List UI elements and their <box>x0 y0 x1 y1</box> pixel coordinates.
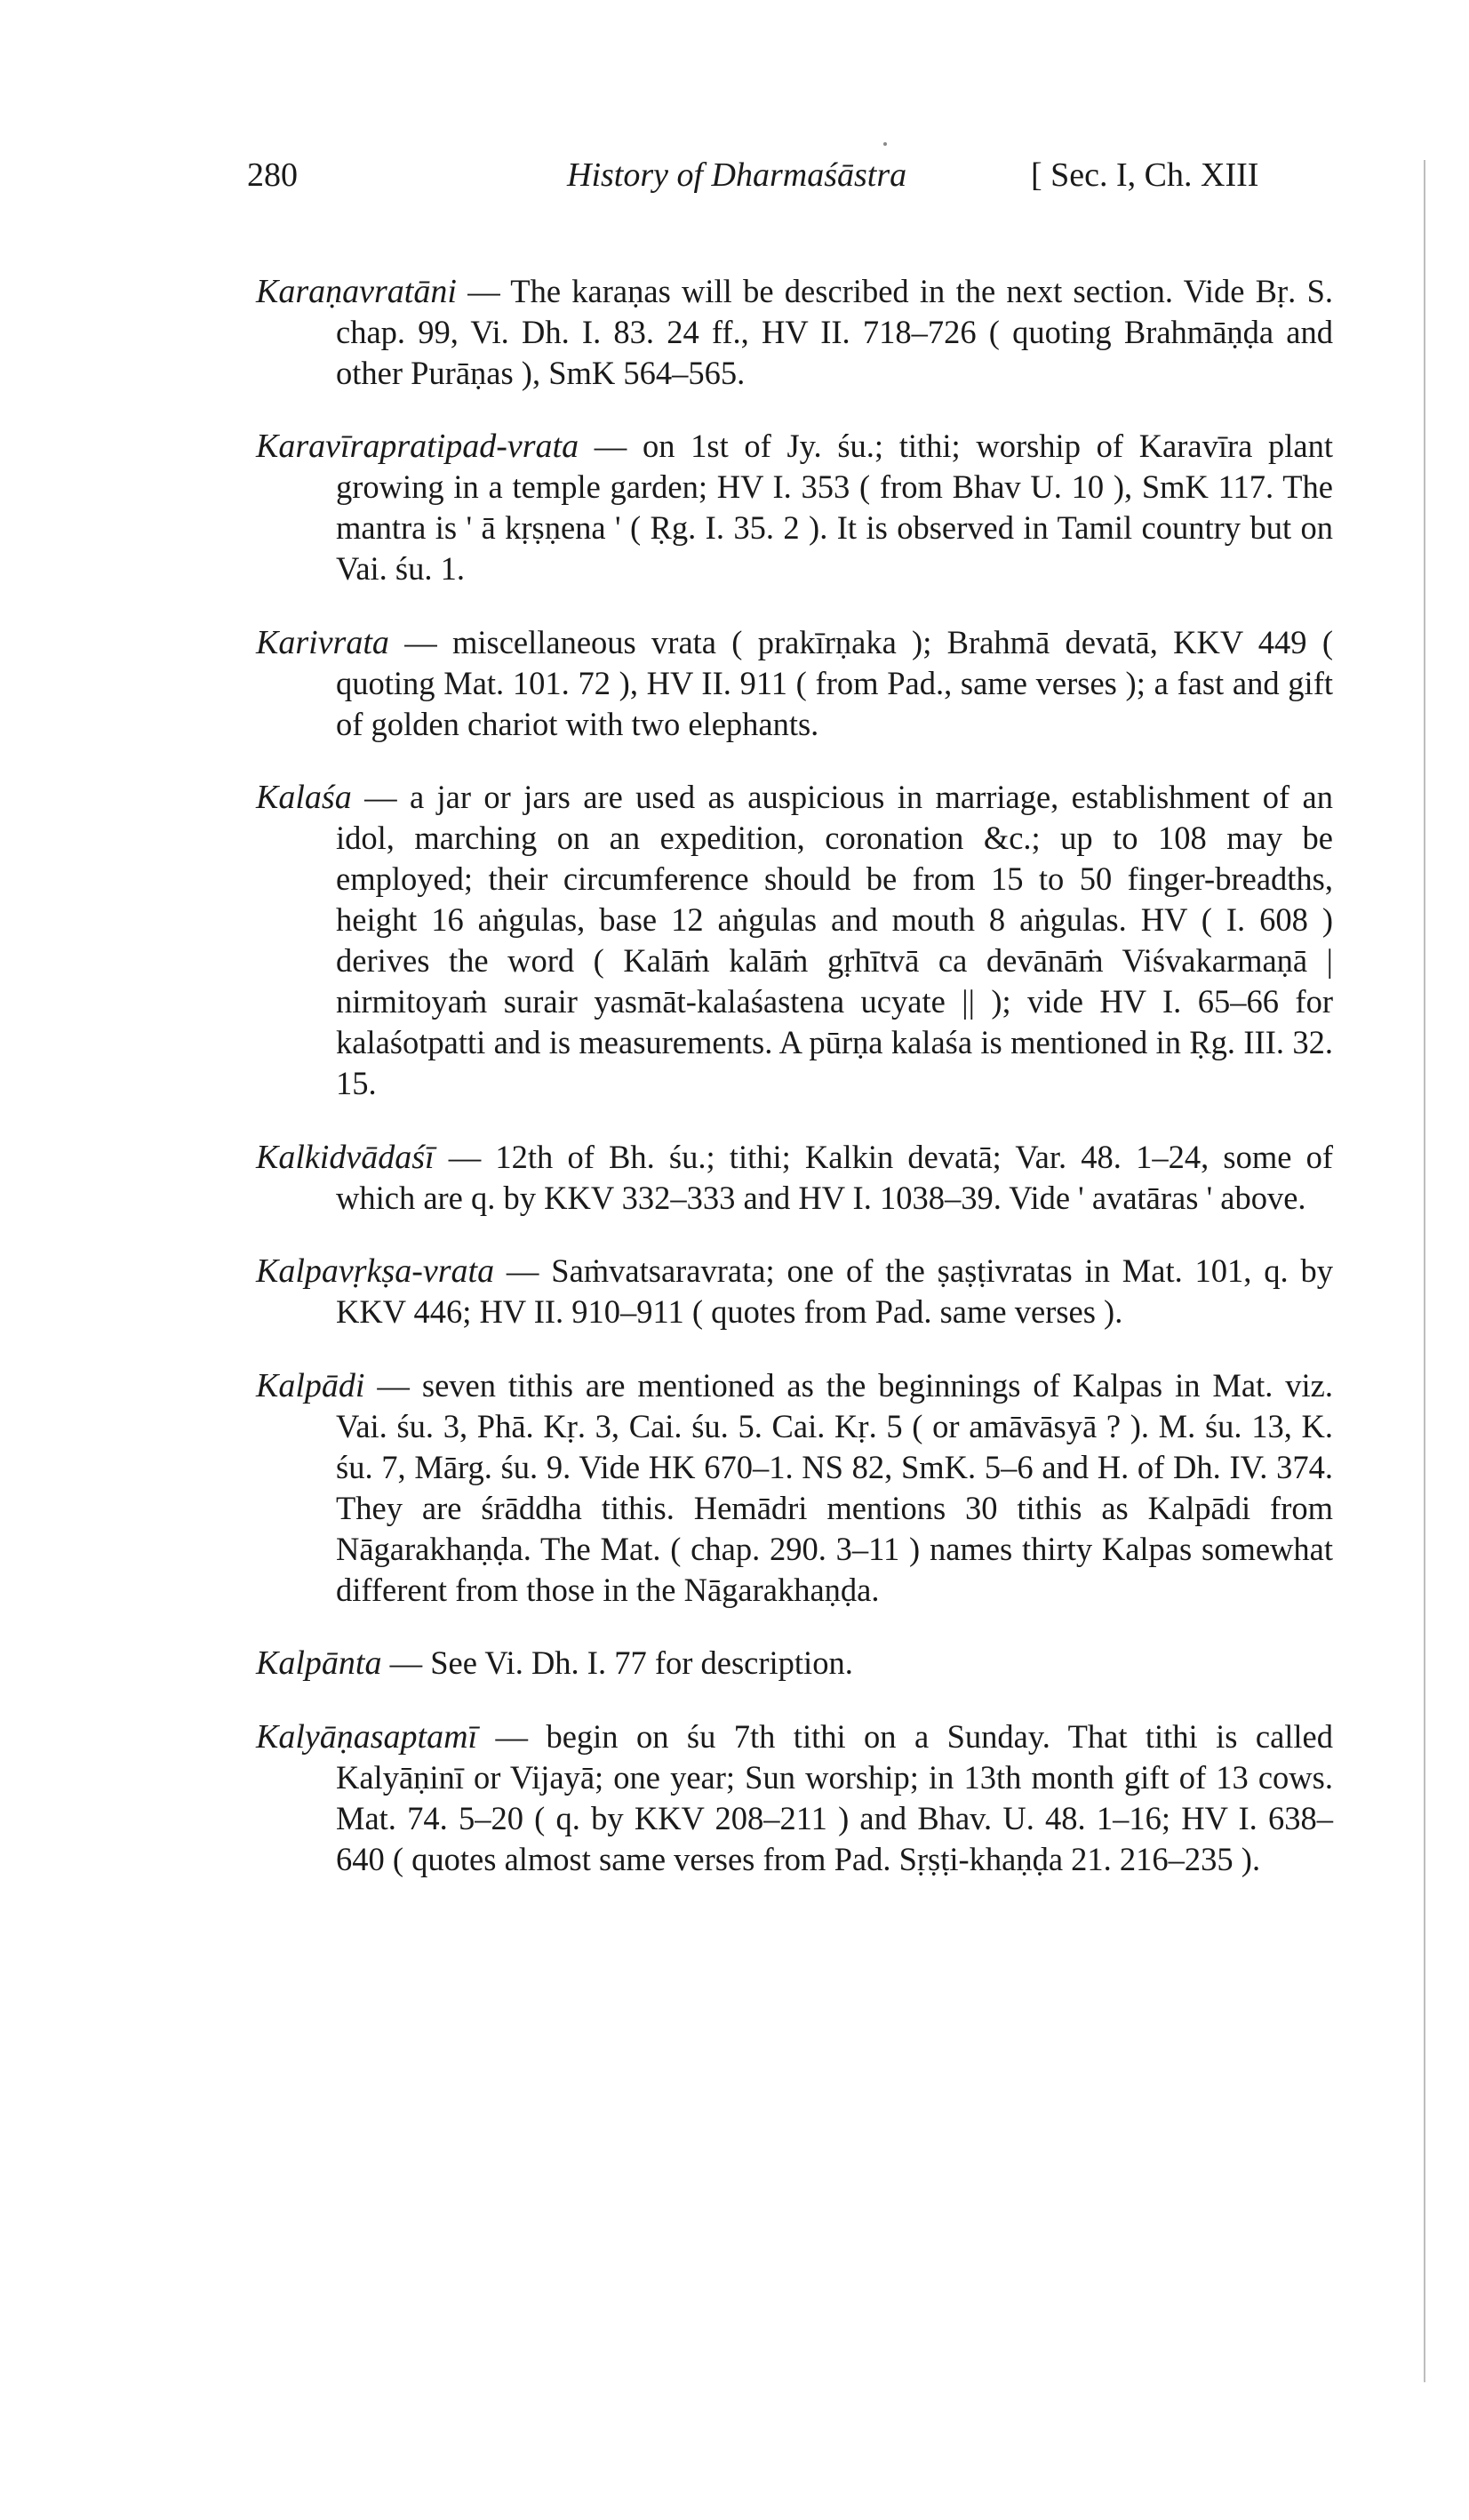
entry-headword: Kalyāṇasaptamī <box>256 1717 478 1756</box>
entry-body: — See Vi. Dh. I. 77 for description. <box>389 1644 853 1681</box>
entry-list <box>256 238 1333 1908</box>
entry-headword: Kalaśa <box>256 779 352 816</box>
entry-body: — on 1st of Jy. śu.; tithi; worship of Karavīra plant growing in a temple garden; HV I. 353 ( from Bhav U. 10 ), SmK 117. The mantra is ' ā kṛṣṇena ' ( Ṛg. I. 35. 2 ). It is observed in Tamil country but on Vai. śu. 1. <box>336 428 1333 587</box>
glossary-entry <box>256 426 1333 589</box>
glossary-entry <box>256 1365 1333 1611</box>
entry-headword: Kalpānta <box>256 1644 382 1682</box>
scan-speck <box>883 142 887 146</box>
book-title: History of Dharmaśāstra <box>567 156 907 194</box>
glossary-entry <box>256 777 1333 1104</box>
page-number: 280 <box>247 156 298 194</box>
entry-body: — miscellaneous vrata ( prakīrṇaka ); Brahmā devatā, KKV 449 ( quoting Mat. 101. 72 ), HV II. 911 ( from Pad., same verses ); a fast and gift of golden chariot with two elephants. <box>336 623 1333 742</box>
scan-edge-line <box>1424 160 1425 2382</box>
glossary-entry <box>256 1643 1333 1684</box>
entry-headword: Kalpavṛkṣa-vrata <box>256 1252 495 1290</box>
entry-body: — The karaṇas will be described in the next section. Vide Bṛ. S. chap. 99, Vi. Dh. I. 83. 24 ff., HV II. 718–726 ( quoting Brahmāṇḍa and other Purāṇas ), SmK 564–565. <box>336 272 1334 391</box>
section-label: [ Sec. I, Ch. XIII <box>1031 156 1259 194</box>
entry-headword: Kalpādi <box>256 1366 365 1404</box>
entry-body: — seven tithis are mentioned as the beginnings of Kalpas in Mat. viz. Vai. śu. 3, Phā. Kṛ. 3, Cai. śu. 5. Cai. Kṛ. 5 ( or amāvāsyā ? ). M. śu. 13, K. śu. 7, Mārg. śu. 9. Vide HK 670–1. NS 82, SmK. 5–6 and H. of Dh. IV. 374. They are śrāddha tithis. Hemādri mentions 30 tithis as Kalpādi from Nāgarakhaṇḍa. The Mat. ( chap. 290. 3–11 ) names thirty Kalpas somewhat different from those in the Nāgarakhaṇḍa. <box>336 1366 1333 1608</box>
glossary-entry <box>256 271 1333 394</box>
entry-headword: Karivrata <box>256 623 389 661</box>
entry-body: — a jar or jars are used as auspicious in marriage, establishment of an idol, marching on an expedition, coronation &c.; up to 108 may be employed; their circumference should be from 15 to 50 finger-breadths, height 16 aṅgulas, base 12 aṅgulas and mouth 8 aṅgulas. HV ( I. 608 ) derives the word ( Kalāṁ kalāṁ gṛhītvā ca devānāṁ Viśvakarmaṇā | nirmitoyaṁ surair yasmāt-kalaśastena ucyate || ); vide HV I. 65–66 for kalaśotpatti and is measurements. A pūrṇa kalaśa is mentioned in Ṛg. III. 32. 15. <box>336 779 1333 1101</box>
glossary-entry <box>256 1137 1333 1219</box>
entry-headword: Karavīrapratipad-vrata <box>256 428 579 465</box>
glossary-entry <box>256 622 1333 745</box>
entry-headword: Karaṇavratāni <box>256 272 457 310</box>
glossary-entry <box>256 1251 1333 1332</box>
entry-headword: Kalkidvādaśī <box>256 1138 435 1176</box>
entry-body: — Saṁvatsaravrata; one of the ṣaṣṭivratas in Mat. 101, q. by KKV 446; HV II. 910–911 ( quotes from Pad. same verses ). <box>336 1252 1333 1330</box>
entry-body: — 12th of Bh. śu.; tithi; Kalkin devatā; Var. 48. 1–24, some of which are q. by KKV 332–333 and HV I. 1038–39. Vide ' avatāras ' above. <box>336 1138 1333 1216</box>
entry-body: — begin on śu 7th tithi on a Sunday. That tithi is called Kalyāṇinī or Vijayā; one year; Sun worship; in 13th month gift of 13 cows. Mat. 74. 5–20 ( q. by KKV 208–211 ) and Bhav. U. 48. 1–16; HV I. 638–640 ( quotes almost same verses from Pad. Sṛṣṭi-khaṇḍa 21. 216–235 ). <box>336 1717 1333 1877</box>
glossary-entry <box>256 1716 1333 1880</box>
running-header <box>220 156 1411 218</box>
